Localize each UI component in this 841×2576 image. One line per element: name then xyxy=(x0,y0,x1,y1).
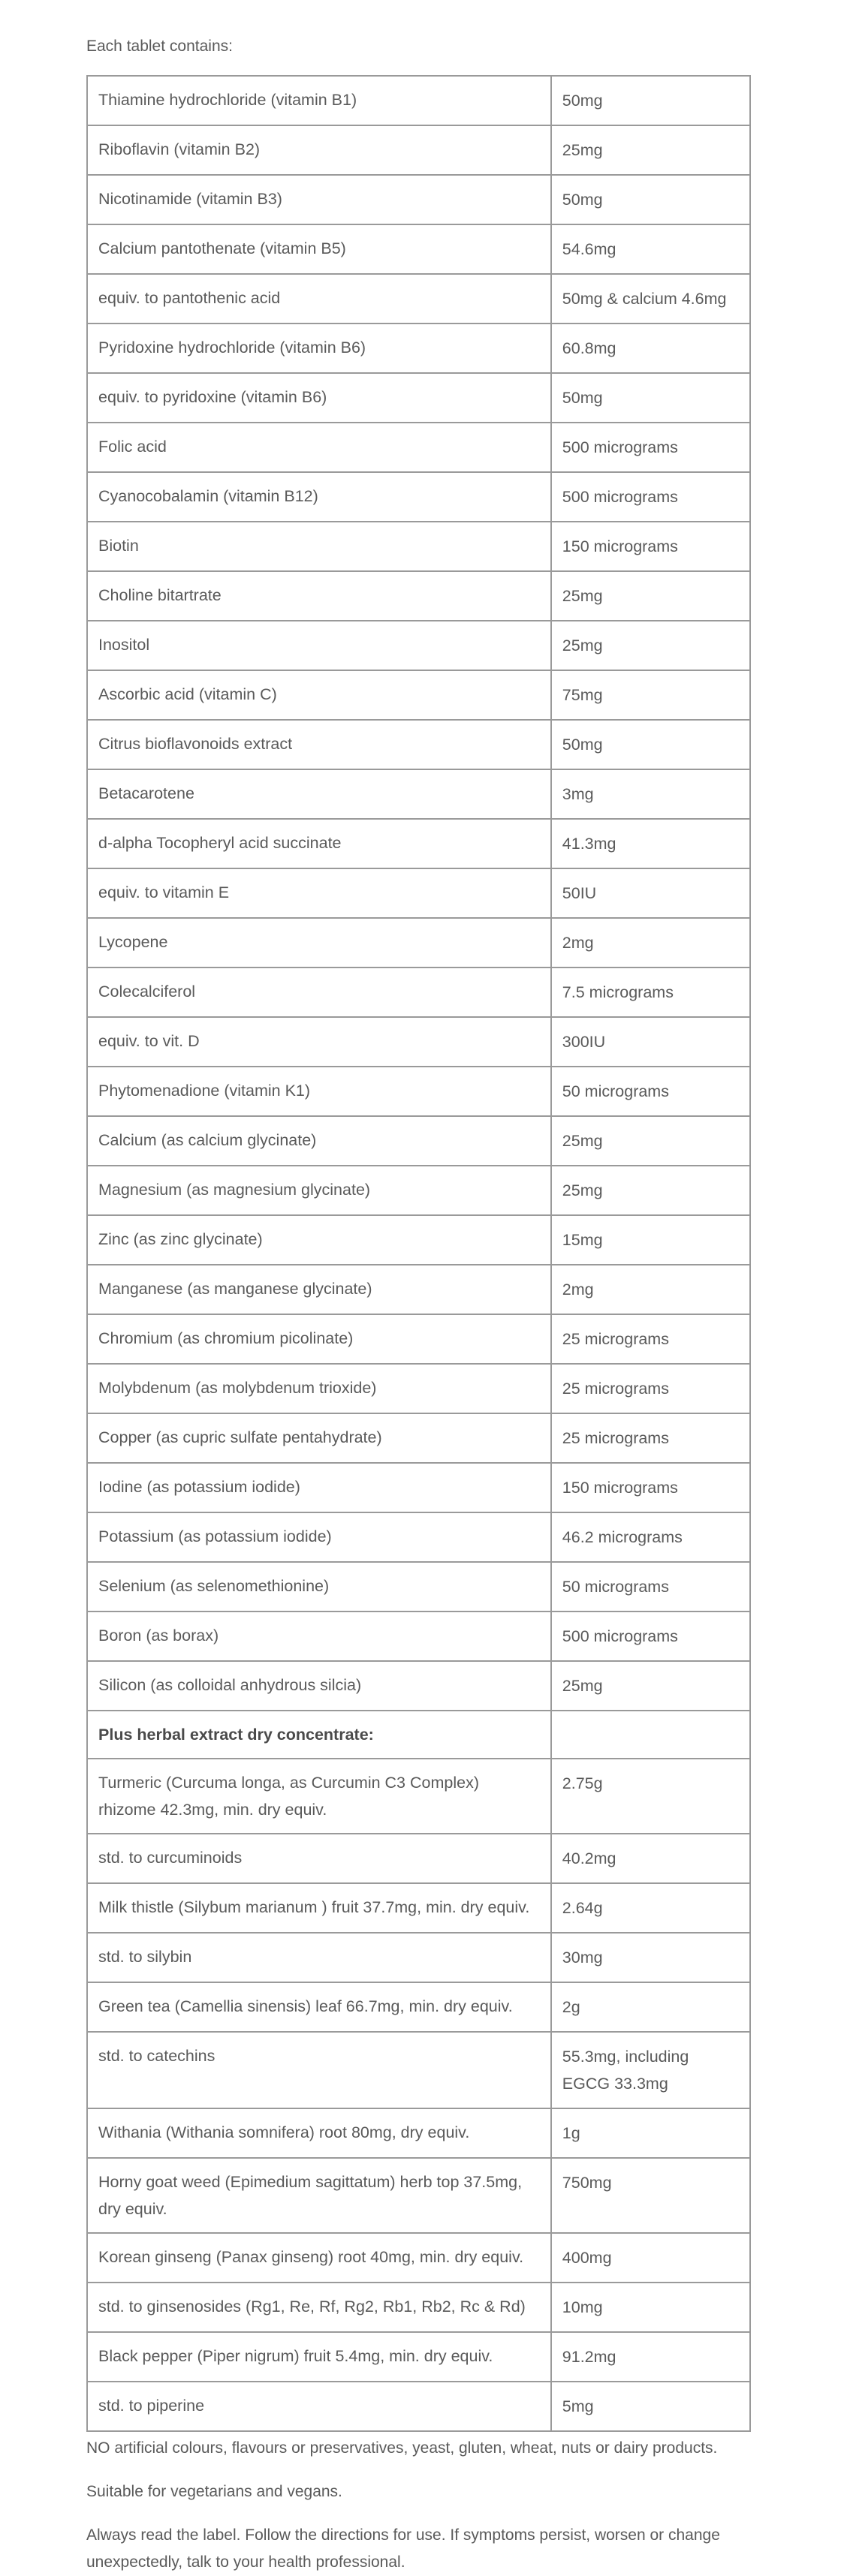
table-row xyxy=(87,274,750,324)
ingredient-name: Cyanocobalamin (vitamin B12) xyxy=(87,472,551,522)
table-row xyxy=(87,125,750,175)
allergen-statement: NO artificial colours, flavours or preservatives, yeast, gluten, wheat, nuts or dairy products. xyxy=(86,2439,718,2457)
ingredient-amount: 5mg xyxy=(551,2382,750,2431)
ingredients-table xyxy=(86,75,751,2432)
ingredient-name: equiv. to pyridoxine (vitamin B6) xyxy=(87,373,551,423)
table-row xyxy=(87,1661,750,1711)
ingredient-name: Zinc (as zinc glycinate) xyxy=(87,1215,551,1265)
ingredient-name: Citrus bioflavonoids extract xyxy=(87,720,551,769)
ingredient-amount: 25 micrograms xyxy=(551,1314,750,1364)
table-row xyxy=(87,1265,750,1314)
table-row xyxy=(87,1711,750,1759)
table-row xyxy=(87,918,750,968)
ingredient-amount: 91.2mg xyxy=(551,2332,750,2382)
ingredient-name: Phytomenadione (vitamin K1) xyxy=(87,1067,551,1116)
ingredient-name: Nicotinamide (vitamin B3) xyxy=(87,175,551,224)
ingredient-amount: 2.75g xyxy=(551,1759,750,1834)
ingredient-name: equiv. to vitamin E xyxy=(87,868,551,918)
table-row xyxy=(87,2233,750,2283)
ingredient-amount: 1g xyxy=(551,2108,750,2158)
table-row xyxy=(87,522,750,571)
ingredient-name: Magnesium (as magnesium glycinate) xyxy=(87,1166,551,1215)
ingredient-name: Iodine (as potassium iodide) xyxy=(87,1463,551,1512)
ingredient-amount: 300IU xyxy=(551,1017,750,1067)
ingredient-name: Turmeric (Curcuma longa, as Curcumin C3 Complex) rhizome 42.3mg, min. dry equiv. xyxy=(87,1759,551,1834)
ingredient-amount: 25 micrograms xyxy=(551,1413,750,1463)
ingredient-name: Withania (Withania somnifera) root 80mg, dry equiv. xyxy=(87,2108,551,2158)
table-row xyxy=(87,2382,750,2431)
ingredients-table-body xyxy=(87,76,750,2431)
table-row xyxy=(87,720,750,769)
ingredient-name: Horny goat weed (Epimedium sagittatum) herb top 37.5mg, dry equiv. xyxy=(87,2158,551,2233)
table-row xyxy=(87,1512,750,1562)
footer-notes xyxy=(86,2435,755,2576)
ingredient-amount: 15mg xyxy=(551,1215,750,1265)
table-row xyxy=(87,819,750,868)
ingredient-name: Choline bitartrate xyxy=(87,571,551,621)
ingredient-name: Lycopene xyxy=(87,918,551,968)
table-row xyxy=(87,1759,750,1834)
ingredient-name: Inositol xyxy=(87,621,551,670)
ingredient-amount: 2mg xyxy=(551,1265,750,1314)
ingredient-amount: 54.6mg xyxy=(551,224,750,274)
ingredient-amount: 25mg xyxy=(551,1116,750,1166)
table-row xyxy=(87,670,750,720)
ingredient-amount: 25mg xyxy=(551,125,750,175)
ingredient-name: Manganese (as manganese glycinate) xyxy=(87,1265,551,1314)
ingredient-amount: 50IU xyxy=(551,868,750,918)
table-row xyxy=(87,2108,750,2158)
ingredient-amount: 500 micrograms xyxy=(551,472,750,522)
ingredient-amount: 50mg & calcium 4.6mg xyxy=(551,274,750,324)
ingredient-amount xyxy=(551,1711,750,1759)
ingredient-amount: 46.2 micrograms xyxy=(551,1512,750,1562)
ingredient-amount: 750mg xyxy=(551,2158,750,2233)
ingredient-amount: 40.2mg xyxy=(551,1834,750,1883)
intro-text: Each tablet contains: xyxy=(86,38,233,55)
ingredient-name: Selenium (as selenomethionine) xyxy=(87,1562,551,1612)
table-row xyxy=(87,1116,750,1166)
ingredient-name: Silicon (as colloidal anhydrous silcia) xyxy=(87,1661,551,1711)
ingredient-amount: 400mg xyxy=(551,2233,750,2283)
ingredient-name: Potassium (as potassium iodide) xyxy=(87,1512,551,1562)
table-row xyxy=(87,1067,750,1116)
ingredient-amount: 25mg xyxy=(551,621,750,670)
ingredient-amount: 3mg xyxy=(551,769,750,819)
ingredient-name: Colecalciferol xyxy=(87,968,551,1017)
ingredient-name: Betacarotene xyxy=(87,769,551,819)
ingredient-name: std. to silybin xyxy=(87,1933,551,1982)
ingredient-name: Milk thistle (Silybum marianum ) fruit 37.7mg, min. dry equiv. xyxy=(87,1883,551,1933)
table-row xyxy=(87,1562,750,1612)
ingredient-amount: 150 micrograms xyxy=(551,1463,750,1512)
ingredient-name: Copper (as cupric sulfate pentahydrate) xyxy=(87,1413,551,1463)
ingredient-amount: 30mg xyxy=(551,1933,750,1982)
ingredient-amount: 50mg xyxy=(551,76,750,125)
ingredient-name: equiv. to vit. D xyxy=(87,1017,551,1067)
table-row xyxy=(87,1463,750,1512)
ingredient-name: Chromium (as chromium picolinate) xyxy=(87,1314,551,1364)
ingredient-name: Calcium (as calcium glycinate) xyxy=(87,1116,551,1166)
table-row xyxy=(87,1215,750,1265)
ingredient-amount: 50 micrograms xyxy=(551,1562,750,1612)
table-row xyxy=(87,1834,750,1883)
ingredient-name: Pyridoxine hydrochloride (vitamin B6) xyxy=(87,324,551,373)
table-row xyxy=(87,968,750,1017)
table-row xyxy=(87,2283,750,2332)
ingredient-amount: 50mg xyxy=(551,720,750,769)
table-row xyxy=(87,324,750,373)
ingredient-name: d-alpha Tocopheryl acid succinate xyxy=(87,819,551,868)
table-row xyxy=(87,1017,750,1067)
ingredient-name: Folic acid xyxy=(87,423,551,472)
ingredient-name: Riboflavin (vitamin B2) xyxy=(87,125,551,175)
ingredient-name: Biotin xyxy=(87,522,551,571)
ingredient-name: Molybdenum (as molybdenum trioxide) xyxy=(87,1364,551,1413)
table-row xyxy=(87,769,750,819)
ingredient-name: Green tea (Camellia sinensis) leaf 66.7mg, min. dry equiv. xyxy=(87,1982,551,2032)
ingredient-amount: 60.8mg xyxy=(551,324,750,373)
ingredient-amount: 2g xyxy=(551,1982,750,2032)
ingredient-amount: 500 micrograms xyxy=(551,423,750,472)
ingredient-name: equiv. to pantothenic acid xyxy=(87,274,551,324)
table-row xyxy=(87,868,750,918)
ingredient-amount: 55.3mg, including EGCG 33.3mg xyxy=(551,2032,750,2108)
table-row xyxy=(87,1982,750,2032)
table-row xyxy=(87,423,750,472)
ingredient-name: Calcium pantothenate (vitamin B5) xyxy=(87,224,551,274)
table-row xyxy=(87,224,750,274)
table-row xyxy=(87,175,750,224)
ingredient-name: std. to piperine xyxy=(87,2382,551,2431)
ingredient-name: Plus herbal extract dry concentrate: xyxy=(87,1711,551,1759)
table-row xyxy=(87,1166,750,1215)
table-row xyxy=(87,2158,750,2233)
ingredient-amount: 25mg xyxy=(551,1166,750,1215)
ingredient-amount: 500 micrograms xyxy=(551,1612,750,1661)
ingredient-amount: 10mg xyxy=(551,2283,750,2332)
ingredient-name: std. to ginsenosides (Rg1, Re, Rf, Rg2, Rb1, Rb2, Rc & Rd) xyxy=(87,2283,551,2332)
ingredient-amount: 2mg xyxy=(551,918,750,968)
ingredient-amount: 50mg xyxy=(551,175,750,224)
ingredient-amount: 75mg xyxy=(551,670,750,720)
ingredients-section xyxy=(86,0,755,2576)
table-row xyxy=(87,1612,750,1661)
ingredient-amount: 50 micrograms xyxy=(551,1067,750,1116)
table-row xyxy=(87,2332,750,2382)
table-row xyxy=(87,1413,750,1463)
vegan-statement: Suitable for vegetarians and vegans. xyxy=(86,2483,342,2500)
ingredient-name: Thiamine hydrochloride (vitamin B1) xyxy=(87,76,551,125)
table-row xyxy=(87,621,750,670)
ingredient-amount: 150 micrograms xyxy=(551,522,750,571)
ingredient-amount: 2.64g xyxy=(551,1883,750,1933)
ingredient-name: std. to curcuminoids xyxy=(87,1834,551,1883)
ingredient-amount: 41.3mg xyxy=(551,819,750,868)
ingredient-amount: 7.5 micrograms xyxy=(551,968,750,1017)
ingredient-amount: 50mg xyxy=(551,373,750,423)
table-row xyxy=(87,571,750,621)
ingredient-name: Black pepper (Piper nigrum) fruit 5.4mg, min. dry equiv. xyxy=(87,2332,551,2382)
table-row xyxy=(87,1364,750,1413)
table-row xyxy=(87,76,750,125)
ingredient-name: Boron (as borax) xyxy=(87,1612,551,1661)
table-row xyxy=(87,1883,750,1933)
table-row xyxy=(87,373,750,423)
table-row xyxy=(87,472,750,522)
table-row xyxy=(87,1314,750,1364)
table-row xyxy=(87,1933,750,1982)
ingredient-name: std. to catechins xyxy=(87,2032,551,2108)
ingredient-amount: 25 micrograms xyxy=(551,1364,750,1413)
warning-statement: Always read the label. Follow the directions for use. If symptoms persist, worsen or change unexpectedly, talk to your health professional. xyxy=(86,2526,720,2571)
ingredient-amount: 25mg xyxy=(551,1661,750,1711)
ingredient-amount: 25mg xyxy=(551,571,750,621)
ingredient-name: Korean ginseng (Panax ginseng) root 40mg, min. dry equiv. xyxy=(87,2233,551,2283)
ingredient-name: Ascorbic acid (vitamin C) xyxy=(87,670,551,720)
table-row xyxy=(87,2032,750,2108)
